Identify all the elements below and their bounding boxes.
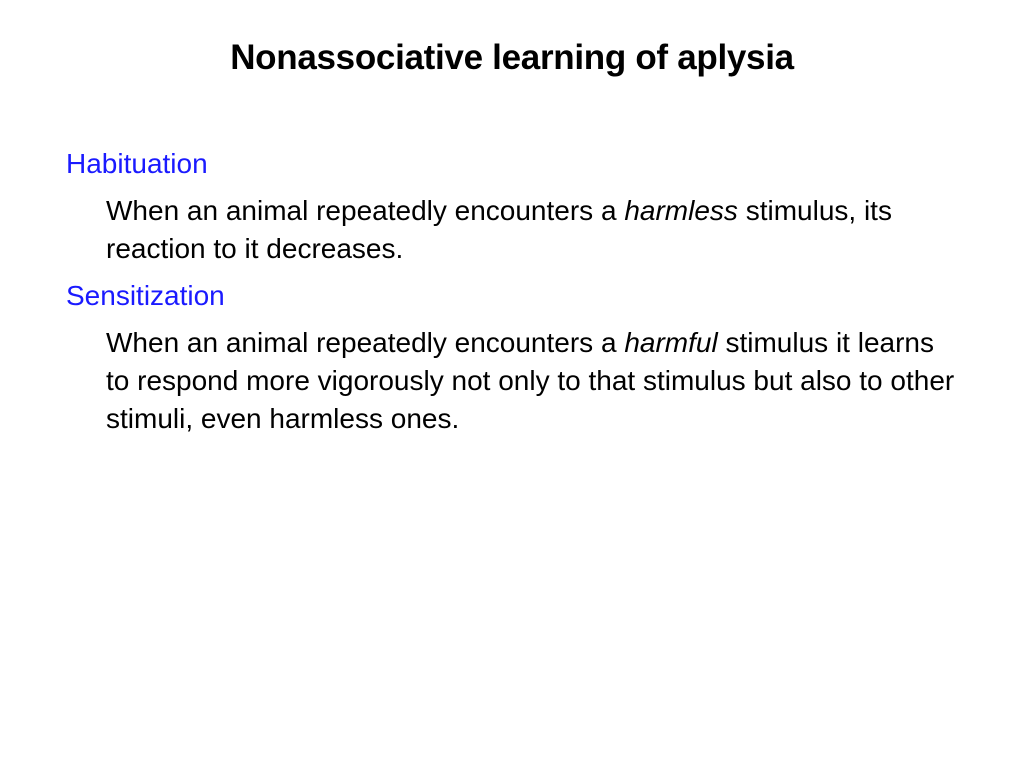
definition-habituation: [106, 192, 956, 268]
definition-sensitization: [106, 324, 956, 438]
slide-title: Nonassociative learning of aplysia: [230, 38, 794, 77]
definition-text: stimulus, its reaction to it decreases.: [106, 195, 892, 264]
term-sensitization: Sensitization: [66, 280, 225, 311]
definition-emphasis: harmless: [624, 195, 738, 226]
definition-text: When an animal repeatedly encounters a: [106, 195, 625, 226]
slide-body: [66, 146, 966, 448]
definition-emphasis: harmful: [624, 327, 718, 358]
term-habituation: Habituation: [66, 148, 208, 179]
definition-text: When an animal repeatedly encounters a: [106, 327, 625, 358]
definition-text: stimulus it learns to respond more vigorously not only to that stimulus but also to other stimuli, even harmless ones.: [106, 327, 955, 434]
